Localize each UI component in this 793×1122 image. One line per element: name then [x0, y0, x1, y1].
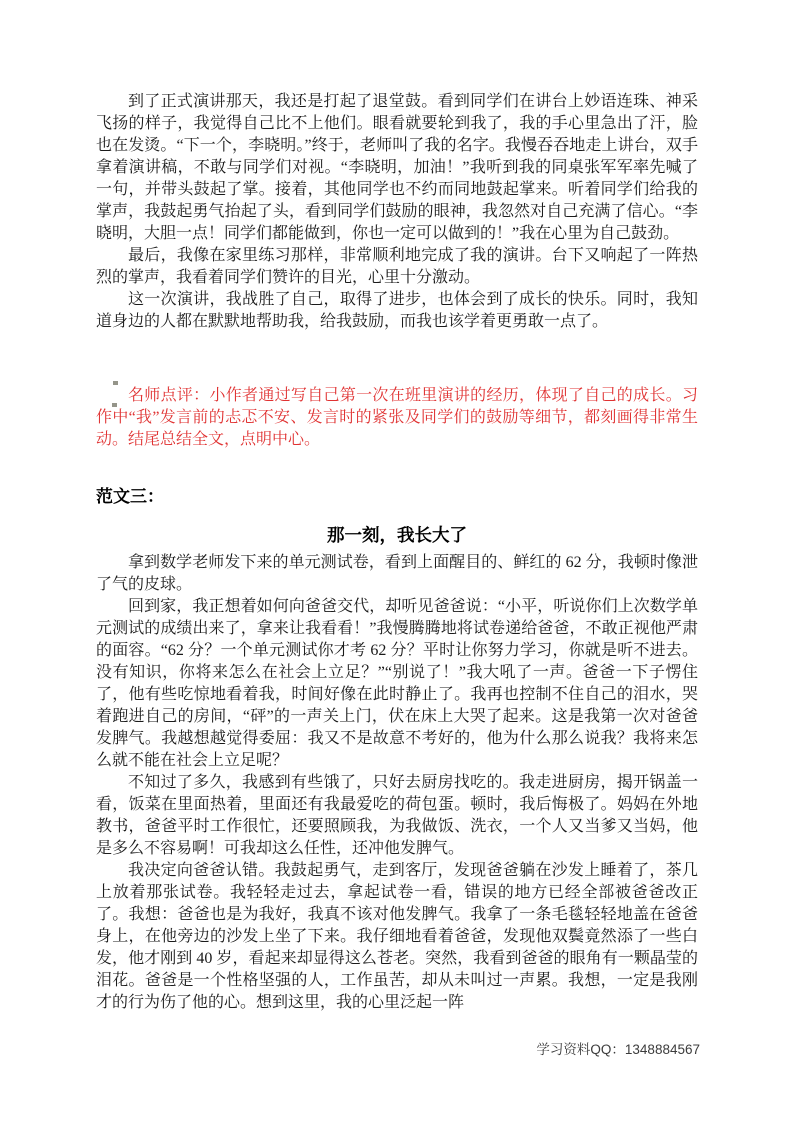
prev-essay-paragraph: 最后，我像在家里练习那样，非常顺利地完成了我的演讲。台下又响起了一阵热烈的掌声，我看着同学们赞许的目光，心里十分激动。: [96, 247, 698, 286]
stray-mark-icon: [112, 403, 117, 407]
document-body: [96, 91, 698, 1014]
essay-paragraph: 拿到数学老师发下来的单元测试卷，看到上面醒目的、鲜红的 62 分，我顿时像泄了气的皮球。: [96, 554, 698, 593]
footer-watermark: 学习资料QQ：1348884567: [536, 1042, 700, 1057]
prev-essay-paragraph: 这一次演讲，我战胜了自己，取得了进步，也体会到了成长的快乐。同时，我知道身边的人都在默默地帮助我，给我鼓励，而我也该学着更勇敢一点了。: [96, 291, 698, 330]
essay-title: 那一刻，我长大了: [327, 525, 467, 545]
prev-essay-paragraph: 到了正式演讲那天，我还是打起了退堂鼓。看到同学们在讲台上妙语连珠、神采飞扬的样子，我觉得自己比不上他们。眼看就要轮到我了，我的手心里急出了汗，脸也在发烫。“下一个，李晓明。”终于，老师叫了我的名字。我慢吞吞地走上讲台，双手拿着演讲稿，不敢与同学们对视。“李晓明，加油！”我听到我的同桌张军军率先喊了一句，并带头鼓起了掌。接着，其他同学也不约而同地鼓起掌来。听着同学们给我的掌声，我鼓起勇气抬起了头，看到同学们鼓励的眼神，我忽然对自己充满了信心。“李晓明，大胆一点！同学们都能做到，你也一定可以做到的！”我在心里为自己鼓劲。: [96, 93, 698, 242]
essay-paragraph: 不知过了多久，我感到有些饿了，只好去厨房找吃的。我走进厨房，揭开锅盖一看，饭菜在里面热着，里面还有我最爱吃的荷包蛋。顿时，我后悔极了。妈妈在外地教书，爸爸平时工作很忙，还要照顾我，为我做饭、洗衣，一个人又当爹又当妈，他是多么不容易啊！可我却这么任性，还冲他发脾气。: [96, 774, 698, 857]
section-label: 范文三：: [96, 487, 164, 506]
teacher-comment: 名师点评：小作者通过写自己第一次在班里演讲的经历，体现了自己的成长。习作中“我”发言前的忐忑不安、发言时的紧张及同学们的鼓励等细节，都刻画得非常生动。结尾总结全文，点明中心。: [96, 387, 698, 448]
essay-paragraph: 我决定向爸爸认错。我鼓起勇气，走到客厅，发现爸爸躺在沙发上睡着了，茶几上放着那张试卷。我轻轻走过去，拿起试卷一看，错误的地方已经全部被爸爸改正了。我想：爸爸也是为我好，我真不该对他发脾气。我拿了一条毛毯轻轻地盖在爸爸身上，在他旁边的沙发上坐了下来。我仔细地看着爸爸，发现他双鬓竟然添了一些白发，他才刚到 40 岁，看起来却显得这么苍老。突然，我看到爸爸的眼角有一颗晶莹的泪花。爸爸是一个性格坚强的人，工作虽苦，却从未叫过一声累。我想，一定是我刚才的行为伤了他的心。想到这里，我的心里泛起一阵: [96, 862, 698, 1011]
stray-mark-icon: [113, 381, 118, 385]
essay-paragraph: 回到家，我正想着如何向爸爸交代，却听见爸爸说：“小平，听说你们上次数学单元测试的成绩出来了，拿来让我看看！”我慢腾腾地将试卷递给爸爸，不敢正视他严肃的面容。“62 分？一个单元测试你才考 62 分？平时让你努力学习，你就是听不进去。没有知识，你将来怎么在社会上立足？”“别说了！”我大吼了一声。爸爸一下子愣住了，他有些吃惊地看着我，时间好像在此时静止了。我再也控制不住自己的泪水，哭着跑进自己的房间，“砰”的一声关上门，伏在床上大哭了起来。这是我第一次对爸爸发脾气。我越想越觉得委屈：我又不是故意不考好的，他为什么那么说我？我将来怎么就不能在社会上立足呢？: [96, 598, 698, 769]
